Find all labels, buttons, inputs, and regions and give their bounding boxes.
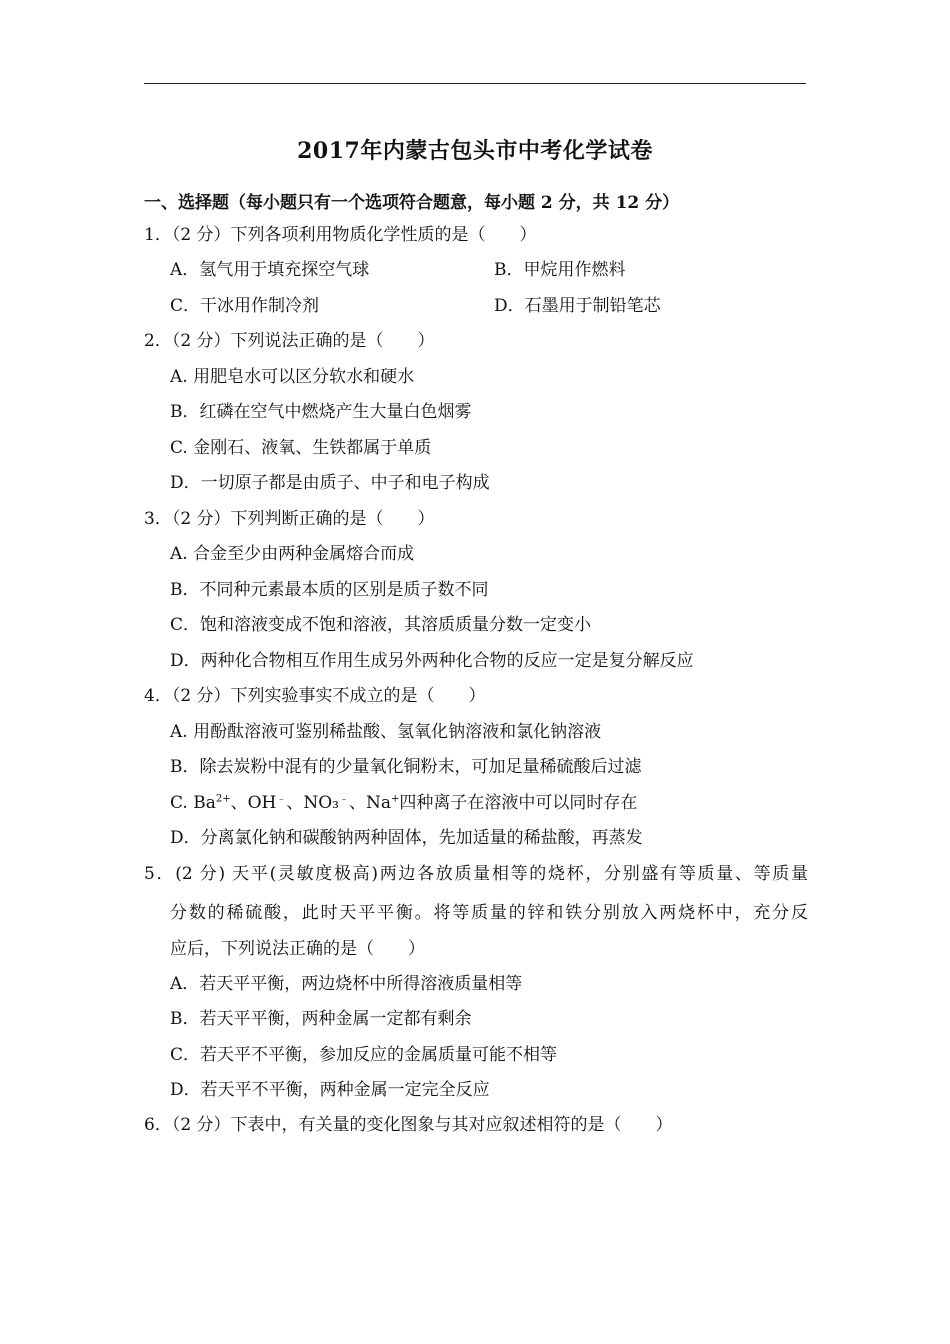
- section-heading: 一、选择题（每小题只有一个选项符合题意，每小题 2 分，共 12 分）: [144, 193, 680, 213]
- header-rule: [144, 83, 806, 84]
- question-4-option-c: C. $Ba^{2+}$、OH﹣、NO₃﹣、Na+四种离子在溶液中可以同时存在: [170, 793, 638, 813]
- question-4-stem: 4．（2 分）下列实验事实不成立的是（ ）: [144, 686, 486, 706]
- question-3-option-c: C．饱和溶液变成不饱和溶液，其溶质质量分数一定变小: [170, 615, 592, 635]
- question-1-option-a: A．氢气用于填充探空气球: [170, 260, 370, 280]
- question-4-option-d: D．分离氯化钠和碳酸钠两种固体，先加适量的稀盐酸，再蒸发: [170, 828, 643, 848]
- question-3-stem: 3．（2 分）下列判断正确的是（ ）: [144, 509, 435, 529]
- question-5-option-c: C．若天平不平衡，参加反应的金属质量可能不相等: [170, 1045, 558, 1065]
- question-5-stem-line-3: 应后，下列说法正确的是（ ）: [170, 939, 425, 959]
- question-1-option-d: D．石墨用于制铅笔芯: [494, 296, 661, 316]
- exam-title: 2017年内蒙古包头市中考化学试卷: [297, 138, 653, 164]
- question-3-option-d: D．两种化合物相互作用生成另外两种化合物的反应一定是复分解反应: [170, 651, 694, 671]
- question-2-option-c: C. 金刚石、液氧、生铁都属于单质: [170, 438, 432, 458]
- question-2-stem: 2．（2 分）下列说法正确的是（ ）: [144, 331, 435, 351]
- question-5-option-b: B．若天平平衡，两种金属一定都有剩余: [170, 1009, 472, 1029]
- question-5-stem-line-1: 5．(2 分) 天平(灵敏度极高)两边各放质量相等的烧杯，分别盛有等质量、等质量: [144, 864, 808, 884]
- question-2-option-b: B．红磷在空气中燃烧产生大量白色烟雾: [170, 402, 472, 422]
- question-2-option-d: D．一切原子都是由质子、中子和电子构成: [170, 473, 490, 493]
- question-5-option-d: D．若天平不平衡，两种金属一定完全反应: [170, 1080, 490, 1100]
- question-5-option-a: A．若天平平衡，两边烧杯中所得溶液质量相等: [170, 974, 523, 994]
- question-4-option-b: B．除去炭粉中混有的少量氧化铜粉末，可加足量稀硫酸后过滤: [170, 757, 642, 777]
- question-1-option-c: C．干冰用作制冷剂: [170, 296, 320, 316]
- question-3-option-b: B．不同种元素最本质的区别是质子数不同: [170, 580, 489, 600]
- question-1-option-b: B．甲烷用作燃料: [494, 260, 626, 280]
- question-6-stem: 6．（2 分）下表中，有关量的变化图象与其对应叙述相符的是（ ）: [144, 1115, 673, 1135]
- question-3-option-a: A. 合金至少由两种金属熔合而成: [170, 544, 415, 564]
- question-1-stem: 1．（2 分）下列各项利用物质化学性质的是（ ）: [144, 225, 537, 245]
- question-2-option-a: A. 用肥皂水可以区分软水和硬水: [170, 367, 415, 387]
- question-5-stem-line-2: 分数的稀硫酸，此时天平平衡。将等质量的锌和铁分别放入两烧杯中，充分反: [170, 903, 808, 923]
- question-4-option-a: A. 用酚酞溶液可鉴别稀盐酸、氢氧化钠溶液和氯化钠溶液: [170, 722, 602, 742]
